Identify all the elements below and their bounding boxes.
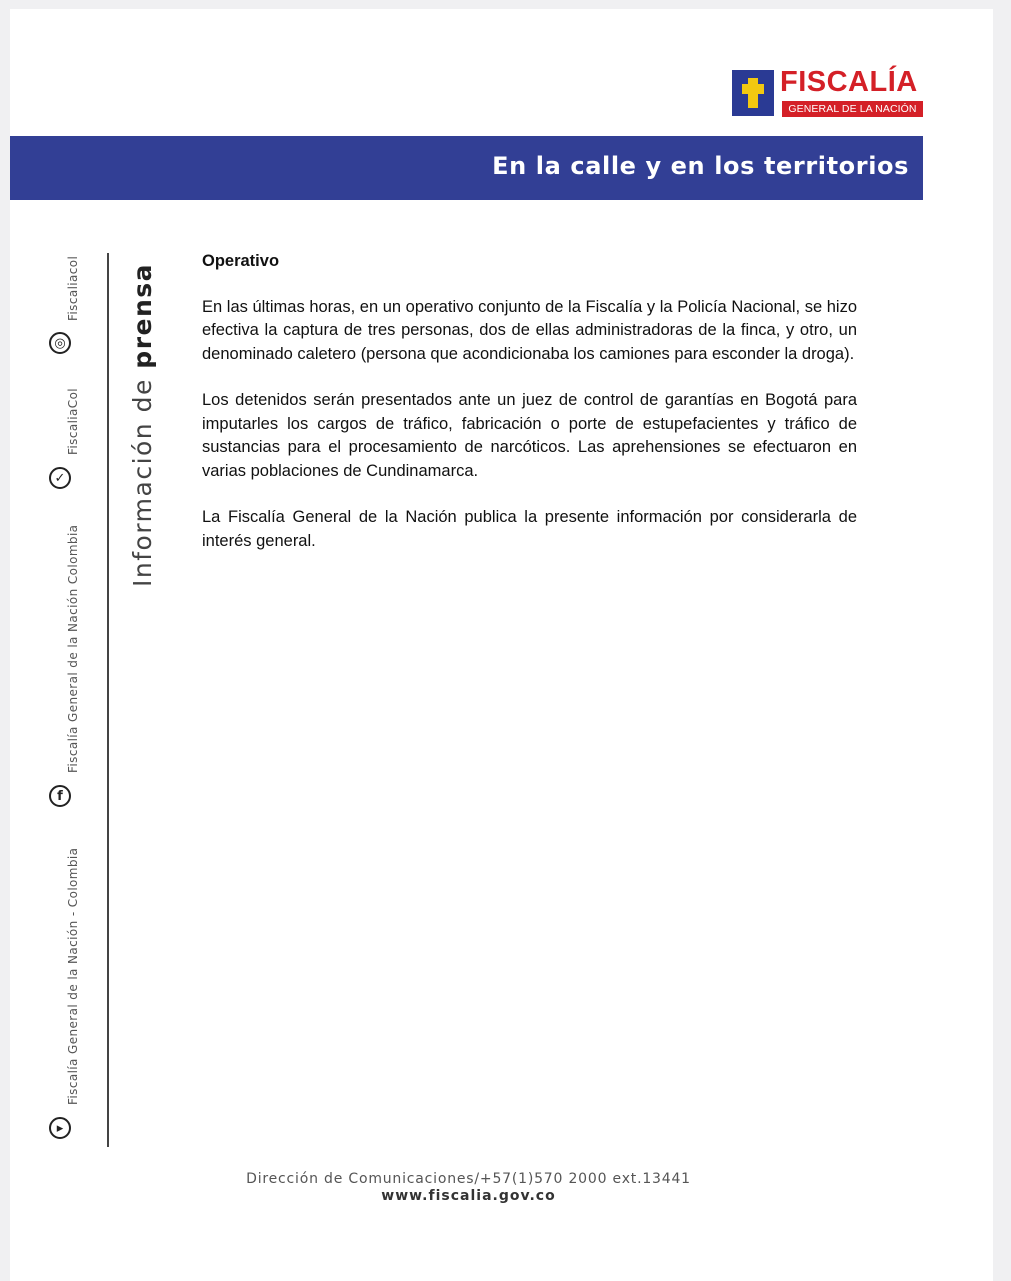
- instagram-handle: Fiscaliacol: [66, 255, 80, 321]
- logo-wordmark: FISCALÍA: [780, 66, 918, 98]
- paragraph: Los detenidos serán presentados ante un juez de control de garantías en Bogotá para imputarles los cargos de tráfico, fabricación o porte de estupefacientes y tráfico de sustancias para el procesamiento de narcóticos. Las aprehensiones se efectuaron en varias poblaciones de Cundinamarca.: [202, 391, 857, 480]
- facebook-name: Fiscalía General de la Nación Colombia: [66, 524, 80, 773]
- press-release-page: [10, 9, 993, 1281]
- sidebar-divider: [107, 253, 109, 1147]
- fiscalia-logo: [732, 68, 926, 128]
- banner-slogan: En la calle y en los territorios: [492, 152, 909, 180]
- logo-subtitle: GENERAL DE LA NACIÓN: [782, 101, 923, 117]
- header-banner: [10, 136, 923, 200]
- footer-contact: Dirección de Comunicaciones/+57(1)570 2000 ext.13441: [246, 1171, 691, 1187]
- release-body: [202, 250, 857, 576]
- paragraph: La Fiscalía General de la Nación publica la presente información por considerarla de interés general.: [202, 508, 857, 550]
- section-label: [128, 263, 157, 587]
- footer-website[interactable]: www.fiscalia.gov.co: [381, 1188, 556, 1204]
- twitter-icon: ✓: [49, 467, 71, 489]
- twitter-handle: FiscaliaCol: [66, 387, 80, 455]
- youtube-name: Fiscalía General de la Nación - Colombia: [66, 847, 80, 1105]
- instagram-icon: ◎: [49, 332, 71, 354]
- paragraph: En las últimas horas, en un operativo conjunto de la Fiscalía y la Policía Nacional, se hizo efectiva la captura de tres personas, dos de ellas administradoras de la finca, y otro, un denominado caletero (persona que acondicionaba los camiones para esconder la droga).: [202, 297, 857, 363]
- youtube-icon: ▸: [49, 1117, 71, 1139]
- release-heading: Operativo: [202, 252, 280, 270]
- coat-of-arms-icon: [732, 70, 774, 116]
- section-label-light: Información de: [128, 368, 157, 587]
- section-label-bold: prensa: [128, 262, 157, 369]
- facebook-icon: f: [49, 785, 71, 807]
- social-sidebar: [46, 249, 98, 1149]
